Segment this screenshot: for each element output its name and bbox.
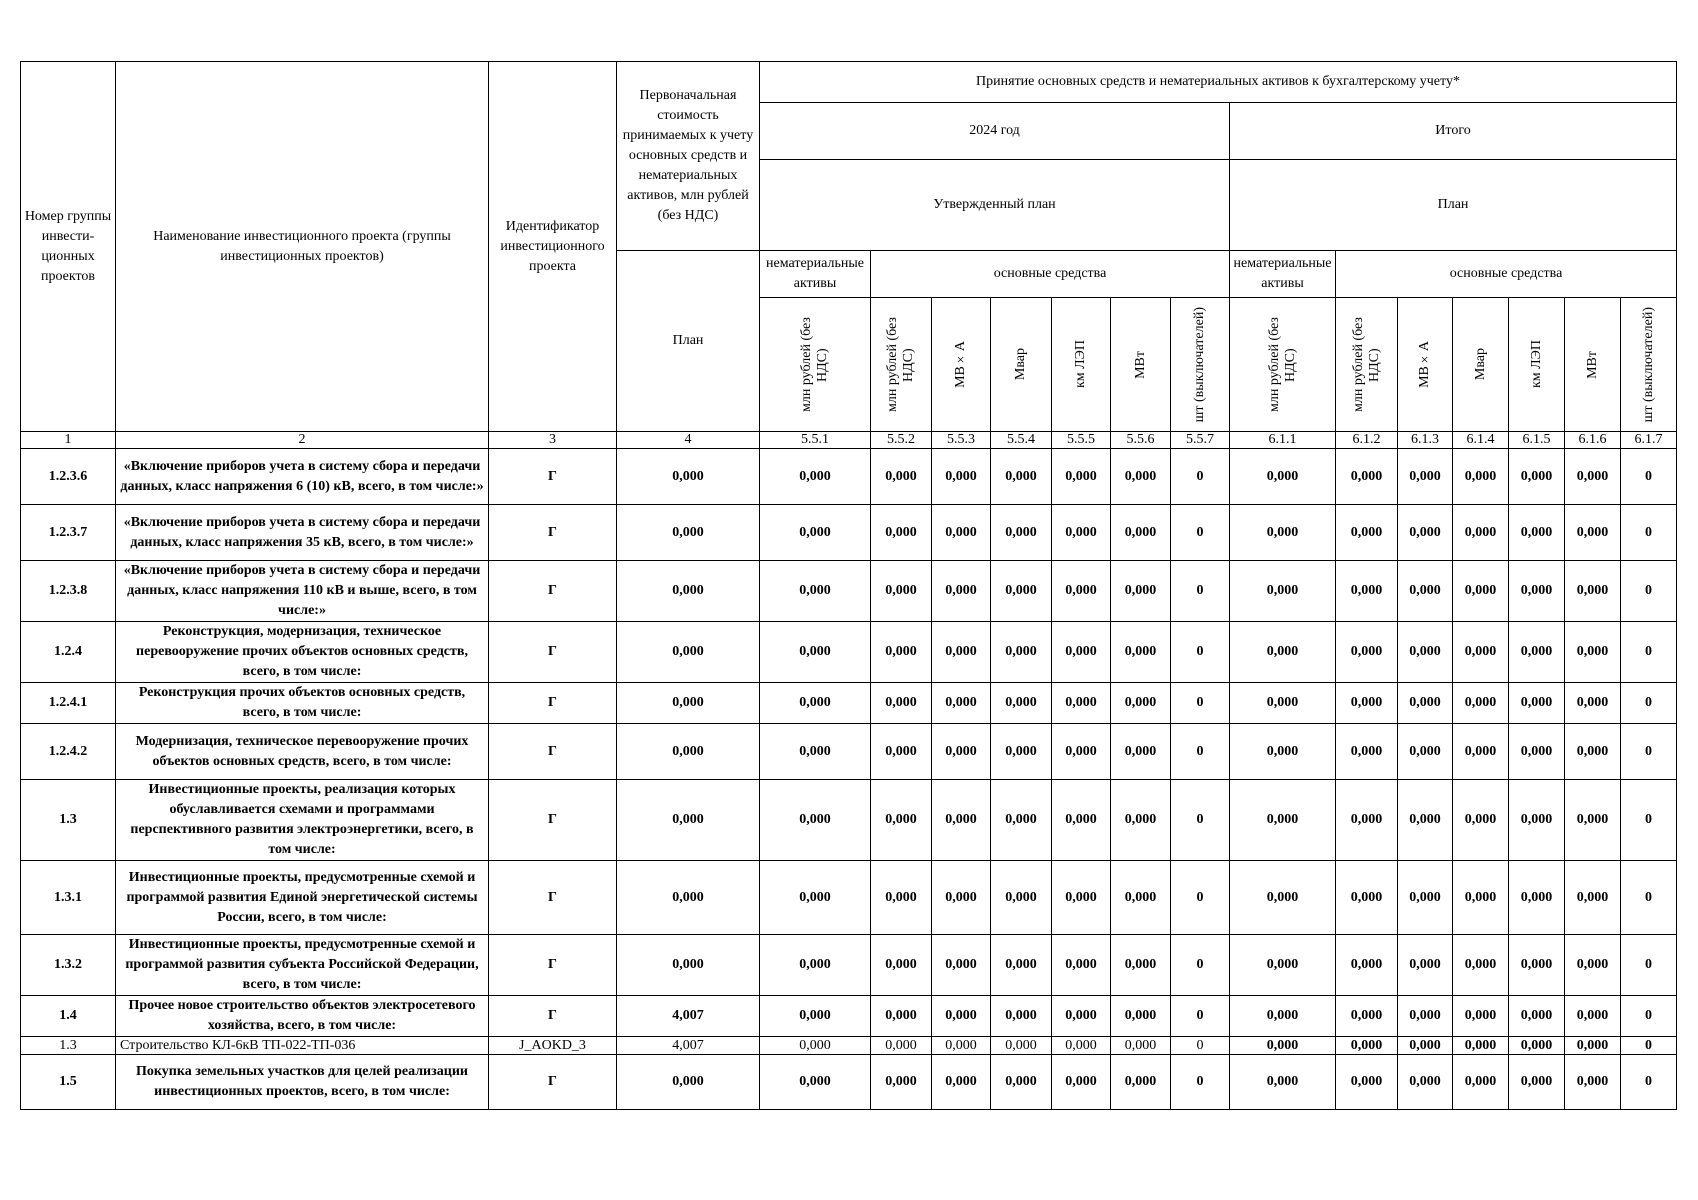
row-value-5-5-5: 0,000 [1052, 683, 1111, 724]
row-value-5-5-1: 0,000 [760, 861, 871, 935]
column-number: 5.5.5 [1052, 432, 1111, 449]
unit-pcs-6-1-7: шт (выключателей) [1621, 298, 1677, 432]
row-value-6-1-3: 0,000 [1398, 683, 1453, 724]
row-value-6-1-5: 0,000 [1509, 505, 1565, 561]
row-value-6-1-3: 0,000 [1398, 449, 1453, 505]
table-row [21, 683, 1677, 724]
row-value-5-5-2: 0,000 [871, 724, 932, 780]
header-plan: План [617, 251, 760, 432]
row-initial-cost: 0,000 [617, 780, 760, 861]
row-value-6-1-2: 0,000 [1336, 561, 1398, 622]
column-number: 5.5.2 [871, 432, 932, 449]
row-value-5-5-6: 0,000 [1111, 861, 1171, 935]
table-row [21, 505, 1677, 561]
row-value-5-5-3: 0,000 [932, 780, 991, 861]
column-number: 6.1.5 [1509, 432, 1565, 449]
row-project-name: Прочее новое строительство объектов электросетевого хозяйства, всего, в том числе: [116, 996, 489, 1037]
row-value-6-1-4: 0,000 [1453, 683, 1509, 724]
row-value-5-5-3: 0,000 [932, 861, 991, 935]
unit-mvar-5-5-4: Мвар [991, 298, 1052, 432]
row-value-5-5-7: 0 [1171, 449, 1230, 505]
column-number: 6.1.6 [1565, 432, 1621, 449]
row-value-6-1-1: 0,000 [1230, 724, 1336, 780]
row-value-6-1-5: 0,000 [1509, 935, 1565, 996]
row-project-id: Г [489, 449, 617, 505]
row-value-6-1-7: 0 [1621, 724, 1677, 780]
row-project-id: Г [489, 780, 617, 861]
row-value-6-1-3: 0,000 [1398, 935, 1453, 996]
row-value-5-5-4: 0,000 [991, 996, 1052, 1037]
row-value-6-1-4: 0,000 [1453, 622, 1509, 683]
row-value-6-1-1: 0,000 [1230, 1037, 1336, 1055]
row-value-5-5-3: 0,000 [932, 505, 991, 561]
row-value-6-1-3: 0,000 [1398, 861, 1453, 935]
row-group-no: 1.2.3.6 [21, 449, 116, 505]
row-value-5-5-2: 0,000 [871, 780, 932, 861]
column-number: 5.5.7 [1171, 432, 1230, 449]
row-value-6-1-2: 0,000 [1336, 861, 1398, 935]
row-value-6-1-3: 0,000 [1398, 505, 1453, 561]
row-group-no: 1.4 [21, 996, 116, 1037]
row-initial-cost: 4,007 [617, 1037, 760, 1055]
row-group-no: 1.2.3.7 [21, 505, 116, 561]
row-value-6-1-3: 0,000 [1398, 1055, 1453, 1110]
row-value-5-5-7: 0 [1171, 561, 1230, 622]
row-project-name: Покупка земельных участков для целей реализации инвестиционных проектов, всего, в том числе: [116, 1055, 489, 1110]
row-value-6-1-1: 0,000 [1230, 449, 1336, 505]
table-row [21, 861, 1677, 935]
row-value-6-1-4: 0,000 [1453, 996, 1509, 1037]
investment-table [20, 61, 1677, 1110]
row-value-6-1-3: 0,000 [1398, 780, 1453, 861]
row-group-no: 1.2.4.2 [21, 724, 116, 780]
row-value-6-1-2: 0,000 [1336, 505, 1398, 561]
column-number: 5.5.3 [932, 432, 991, 449]
row-value-5-5-3: 0,000 [932, 724, 991, 780]
row-value-6-1-7: 0 [1621, 449, 1677, 505]
row-value-6-1-7: 0 [1621, 861, 1677, 935]
table-row [21, 449, 1677, 505]
row-value-6-1-5: 0,000 [1509, 780, 1565, 861]
row-value-6-1-2: 0,000 [1336, 935, 1398, 996]
row-group-no: 1.3.2 [21, 935, 116, 996]
row-value-5-5-3: 0,000 [932, 683, 991, 724]
row-value-5-5-1: 0,000 [760, 683, 871, 724]
row-value-5-5-1: 0,000 [760, 780, 871, 861]
row-value-5-5-3: 0,000 [932, 1037, 991, 1055]
row-value-5-5-5: 0,000 [1052, 996, 1111, 1037]
row-value-5-5-5: 0,000 [1052, 505, 1111, 561]
column-number: 6.1.3 [1398, 432, 1453, 449]
row-value-5-5-2: 0,000 [871, 622, 932, 683]
row-value-5-5-6: 0,000 [1111, 724, 1171, 780]
row-group-no: 1.3 [21, 1037, 116, 1055]
header-group-no: Номер группы инвести-ционных проектов [21, 62, 116, 432]
row-project-id: Г [489, 724, 617, 780]
unit-mva-6-1-3: МВ×А [1398, 298, 1453, 432]
row-project-id: Г [489, 683, 617, 724]
row-value-6-1-1: 0,000 [1230, 996, 1336, 1037]
row-value-6-1-7: 0 [1621, 1055, 1677, 1110]
row-value-5-5-3: 0,000 [932, 622, 991, 683]
row-project-id: J_AOKD_3 [489, 1037, 617, 1055]
row-value-5-5-4: 0,000 [991, 683, 1052, 724]
row-value-6-1-7: 0 [1621, 622, 1677, 683]
row-value-6-1-3: 0,000 [1398, 996, 1453, 1037]
row-value-6-1-1: 0,000 [1230, 622, 1336, 683]
unit-mln-rub-5-5-2: млн рублей (без НДС) [871, 298, 932, 432]
row-value-6-1-1: 0,000 [1230, 780, 1336, 861]
investment-table-sheet [20, 61, 1677, 1110]
row-group-no: 1.2.4.1 [21, 683, 116, 724]
row-initial-cost: 0,000 [617, 1055, 760, 1110]
row-project-name: Инвестиционные проекты, предусмотренные схемой и программой развития субъекта Российской Федерации, всего, в том числе: [116, 935, 489, 996]
unit-pcs-5-5-7: шт (выключателей) [1171, 298, 1230, 432]
row-value-5-5-7: 0 [1171, 1055, 1230, 1110]
row-value-6-1-1: 0,000 [1230, 861, 1336, 935]
row-value-5-5-4: 0,000 [991, 622, 1052, 683]
row-value-6-1-5: 0,000 [1509, 449, 1565, 505]
row-value-5-5-4: 0,000 [991, 449, 1052, 505]
row-value-5-5-2: 0,000 [871, 561, 932, 622]
row-value-5-5-2: 0,000 [871, 1055, 932, 1110]
row-value-6-1-4: 0,000 [1453, 861, 1509, 935]
row-value-5-5-3: 0,000 [932, 935, 991, 996]
column-number: 5.5.1 [760, 432, 871, 449]
row-value-5-5-6: 0,000 [1111, 449, 1171, 505]
row-group-no: 1.3.1 [21, 861, 116, 935]
row-value-5-5-1: 0,000 [760, 1037, 871, 1055]
row-group-no: 1.2.3.8 [21, 561, 116, 622]
row-value-5-5-7: 0 [1171, 996, 1230, 1037]
header-approved-plan: Утвержденный план [760, 160, 1230, 251]
row-value-6-1-4: 0,000 [1453, 449, 1509, 505]
row-value-5-5-5: 0,000 [1052, 622, 1111, 683]
row-value-5-5-4: 0,000 [991, 505, 1052, 561]
table-row [21, 622, 1677, 683]
row-value-5-5-1: 0,000 [760, 935, 871, 996]
row-value-5-5-1: 0,000 [760, 996, 871, 1037]
column-number: 4 [617, 432, 760, 449]
row-value-6-1-4: 0,000 [1453, 1037, 1509, 1055]
row-value-6-1-5: 0,000 [1509, 1037, 1565, 1055]
unit-mln-rub-5-5-1: млн рублей (без НДС) [760, 298, 871, 432]
table-row [21, 724, 1677, 780]
unit-mvar-6-1-4: Мвар [1453, 298, 1509, 432]
row-value-6-1-2: 0,000 [1336, 683, 1398, 724]
row-value-5-5-4: 0,000 [991, 1037, 1052, 1055]
unit-mln-rub-6-1-2: млн рублей (без НДС) [1336, 298, 1398, 432]
row-value-6-1-2: 0,000 [1336, 622, 1398, 683]
row-project-name: Реконструкция, модернизация, техническое перевооружение прочих объектов основных средств, всего, в том числе: [116, 622, 489, 683]
row-value-6-1-6: 0,000 [1565, 1037, 1621, 1055]
unit-mln-rub-6-1-1: млн рублей (без НДС) [1230, 298, 1336, 432]
row-value-6-1-7: 0 [1621, 561, 1677, 622]
row-value-5-5-5: 0,000 [1052, 861, 1111, 935]
row-value-5-5-3: 0,000 [932, 449, 991, 505]
row-value-6-1-1: 0,000 [1230, 561, 1336, 622]
row-project-id: Г [489, 935, 617, 996]
row-value-5-5-4: 0,000 [991, 861, 1052, 935]
row-value-6-1-3: 0,000 [1398, 561, 1453, 622]
row-group-no: 1.3 [21, 780, 116, 861]
table-row [21, 996, 1677, 1037]
row-value-6-1-5: 0,000 [1509, 724, 1565, 780]
row-value-6-1-5: 0,000 [1509, 1055, 1565, 1110]
row-value-5-5-2: 0,000 [871, 1037, 932, 1055]
row-value-6-1-2: 0,000 [1336, 1055, 1398, 1110]
row-value-5-5-1: 0,000 [760, 1055, 871, 1110]
row-project-id: Г [489, 622, 617, 683]
row-value-5-5-1: 0,000 [760, 622, 871, 683]
row-project-id: Г [489, 1055, 617, 1110]
row-project-name: Инвестиционные проекты, предусмотренные схемой и программой развития Единой энергетической системы России, всего, в том числе: [116, 861, 489, 935]
table-row [21, 935, 1677, 996]
column-number: 5.5.6 [1111, 432, 1171, 449]
row-value-5-5-2: 0,000 [871, 935, 932, 996]
row-value-5-5-5: 0,000 [1052, 780, 1111, 861]
table-row [21, 780, 1677, 861]
row-value-5-5-7: 0 [1171, 683, 1230, 724]
header-project-id: Идентификатор инвестиционного проекта [489, 62, 617, 432]
row-group-no: 1.5 [21, 1055, 116, 1110]
row-value-5-5-7: 0 [1171, 780, 1230, 861]
row-project-id: Г [489, 996, 617, 1037]
header-year-2024: 2024 год [760, 103, 1230, 160]
row-value-5-5-1: 0,000 [760, 449, 871, 505]
row-project-name: Реконструкция прочих объектов основных средств, всего, в том числе: [116, 683, 489, 724]
row-initial-cost: 0,000 [617, 505, 760, 561]
row-value-6-1-3: 0,000 [1398, 724, 1453, 780]
table-row [21, 1055, 1677, 1110]
column-number: 6.1.2 [1336, 432, 1398, 449]
row-value-5-5-4: 0,000 [991, 1055, 1052, 1110]
row-value-6-1-2: 0,000 [1336, 449, 1398, 505]
unit-mva-5-5-3: МВ×А [932, 298, 991, 432]
header-acceptance: Принятие основных средств и нематериальных активов к бухгалтерскому учету* [760, 62, 1677, 103]
row-project-name: «Включение приборов учета в систему сбора и передачи данных, класс напряжения 110 кВ и выше, всего, в том числе:» [116, 561, 489, 622]
row-value-6-1-7: 0 [1621, 780, 1677, 861]
row-value-6-1-7: 0 [1621, 996, 1677, 1037]
row-value-6-1-6: 0,000 [1565, 861, 1621, 935]
row-value-5-5-6: 0,000 [1111, 1037, 1171, 1055]
row-value-6-1-5: 0,000 [1509, 996, 1565, 1037]
header-fixed-assets-2024: основные средства [871, 251, 1230, 298]
row-project-name: Модернизация, техническое перевооружение прочих объектов основных средств, всего, в том числе: [116, 724, 489, 780]
row-value-5-5-2: 0,000 [871, 996, 932, 1037]
row-value-6-1-6: 0,000 [1565, 561, 1621, 622]
header-intangible-2024: нематериальные активы [760, 251, 871, 298]
row-value-5-5-6: 0,000 [1111, 505, 1171, 561]
row-value-6-1-1: 0,000 [1230, 935, 1336, 996]
row-value-5-5-6: 0,000 [1111, 780, 1171, 861]
row-value-5-5-2: 0,000 [871, 449, 932, 505]
column-number: 6.1.7 [1621, 432, 1677, 449]
row-value-5-5-7: 0 [1171, 505, 1230, 561]
row-initial-cost: 0,000 [617, 561, 760, 622]
row-value-6-1-6: 0,000 [1565, 935, 1621, 996]
row-value-6-1-7: 0 [1621, 1037, 1677, 1055]
row-value-5-5-2: 0,000 [871, 683, 932, 724]
row-project-id: Г [489, 861, 617, 935]
row-initial-cost: 0,000 [617, 683, 760, 724]
unit-mw-5-5-6: МВт [1111, 298, 1171, 432]
unit-km-6-1-5: км ЛЭП [1509, 298, 1565, 432]
table-row [21, 1037, 1677, 1055]
header-total: Итого [1230, 103, 1677, 160]
row-value-6-1-6: 0,000 [1565, 996, 1621, 1037]
row-initial-cost: 0,000 [617, 861, 760, 935]
row-value-5-5-3: 0,000 [932, 996, 991, 1037]
row-value-5-5-4: 0,000 [991, 561, 1052, 622]
row-value-5-5-6: 0,000 [1111, 996, 1171, 1037]
column-number: 6.1.1 [1230, 432, 1336, 449]
header-plan-total: План [1230, 160, 1677, 251]
row-value-6-1-4: 0,000 [1453, 935, 1509, 996]
row-value-5-5-1: 0,000 [760, 561, 871, 622]
row-value-5-5-5: 0,000 [1052, 561, 1111, 622]
row-value-5-5-5: 0,000 [1052, 724, 1111, 780]
row-value-6-1-4: 0,000 [1453, 505, 1509, 561]
row-value-5-5-7: 0 [1171, 1037, 1230, 1055]
row-value-5-5-4: 0,000 [991, 780, 1052, 861]
row-value-5-5-6: 0,000 [1111, 622, 1171, 683]
row-project-name: Инвестиционные проекты, реализация которых обуславливается схемами и программами перспективного развития электроэнергетики, всего, в том числе: [116, 780, 489, 861]
row-value-6-1-6: 0,000 [1565, 780, 1621, 861]
row-value-6-1-1: 0,000 [1230, 505, 1336, 561]
row-value-6-1-6: 0,000 [1565, 683, 1621, 724]
row-value-6-1-1: 0,000 [1230, 1055, 1336, 1110]
header-fixed-assets-total: основные средства [1336, 251, 1677, 298]
row-value-5-5-5: 0,000 [1052, 449, 1111, 505]
row-project-id: Г [489, 505, 617, 561]
row-value-6-1-4: 0,000 [1453, 561, 1509, 622]
row-value-5-5-6: 0,000 [1111, 683, 1171, 724]
row-value-5-5-4: 0,000 [991, 935, 1052, 996]
row-value-6-1-6: 0,000 [1565, 1055, 1621, 1110]
row-initial-cost: 4,007 [617, 996, 760, 1037]
column-number: 2 [116, 432, 489, 449]
row-value-5-5-1: 0,000 [760, 724, 871, 780]
header-initial-cost: Первоначальная стоимость принимаемых к учету основных средств и нематериальных активов, млн рублей (без НДС) [617, 62, 760, 251]
row-value-5-5-6: 0,000 [1111, 935, 1171, 996]
row-project-name: «Включение приборов учета в систему сбора и передачи данных, класс напряжения 35 кВ, всего, в том числе:» [116, 505, 489, 561]
row-value-6-1-5: 0,000 [1509, 622, 1565, 683]
row-value-6-1-7: 0 [1621, 935, 1677, 996]
row-value-6-1-2: 0,000 [1336, 724, 1398, 780]
table-row [21, 561, 1677, 622]
row-value-6-1-5: 0,000 [1509, 861, 1565, 935]
row-value-6-1-5: 0,000 [1509, 561, 1565, 622]
row-value-5-5-5: 0,000 [1052, 1037, 1111, 1055]
column-number: 1 [21, 432, 116, 449]
row-initial-cost: 0,000 [617, 935, 760, 996]
row-value-6-1-7: 0 [1621, 505, 1677, 561]
row-group-no: 1.2.4 [21, 622, 116, 683]
row-value-5-5-5: 0,000 [1052, 935, 1111, 996]
row-project-id: Г [489, 561, 617, 622]
row-value-5-5-6: 0,000 [1111, 561, 1171, 622]
row-value-5-5-3: 0,000 [932, 561, 991, 622]
row-value-6-1-5: 0,000 [1509, 683, 1565, 724]
row-value-6-1-4: 0,000 [1453, 724, 1509, 780]
row-initial-cost: 0,000 [617, 724, 760, 780]
row-initial-cost: 0,000 [617, 622, 760, 683]
row-value-5-5-7: 0 [1171, 935, 1230, 996]
row-project-name: «Включение приборов учета в систему сбора и передачи данных, класс напряжения 6 (10) кВ, всего, в том числе:» [116, 449, 489, 505]
row-value-5-5-2: 0,000 [871, 505, 932, 561]
row-value-6-1-2: 0,000 [1336, 780, 1398, 861]
row-value-5-5-5: 0,000 [1052, 1055, 1111, 1110]
row-value-6-1-6: 0,000 [1565, 622, 1621, 683]
column-number-row [21, 432, 1677, 449]
column-number: 5.5.4 [991, 432, 1052, 449]
row-value-6-1-6: 0,000 [1565, 724, 1621, 780]
row-value-5-5-7: 0 [1171, 861, 1230, 935]
row-value-6-1-6: 0,000 [1565, 449, 1621, 505]
row-value-6-1-3: 0,000 [1398, 1037, 1453, 1055]
row-value-5-5-7: 0 [1171, 724, 1230, 780]
row-value-5-5-6: 0,000 [1111, 1055, 1171, 1110]
row-value-6-1-6: 0,000 [1565, 505, 1621, 561]
row-value-6-1-3: 0,000 [1398, 622, 1453, 683]
unit-km-5-5-5: км ЛЭП [1052, 298, 1111, 432]
row-initial-cost: 0,000 [617, 449, 760, 505]
row-value-6-1-2: 0,000 [1336, 996, 1398, 1037]
row-project-name: Строительство КЛ-6кВ ТП-022-ТП-036 [116, 1037, 489, 1055]
header-project-name: Наименование инвестиционного проекта (группы инвестиционных проектов) [116, 62, 489, 432]
row-value-5-5-4: 0,000 [991, 724, 1052, 780]
column-number: 6.1.4 [1453, 432, 1509, 449]
row-value-6-1-7: 0 [1621, 683, 1677, 724]
unit-mw-6-1-6: МВт [1565, 298, 1621, 432]
table-body [21, 449, 1677, 1110]
row-value-5-5-1: 0,000 [760, 505, 871, 561]
row-value-6-1-4: 0,000 [1453, 780, 1509, 861]
row-value-5-5-2: 0,000 [871, 861, 932, 935]
row-value-6-1-2: 0,000 [1336, 1037, 1398, 1055]
header-intangible-total: нематериальные активы [1230, 251, 1336, 298]
row-value-6-1-4: 0,000 [1453, 1055, 1509, 1110]
row-value-5-5-3: 0,000 [932, 1055, 991, 1110]
row-value-5-5-7: 0 [1171, 622, 1230, 683]
column-number: 3 [489, 432, 617, 449]
row-value-6-1-1: 0,000 [1230, 683, 1336, 724]
